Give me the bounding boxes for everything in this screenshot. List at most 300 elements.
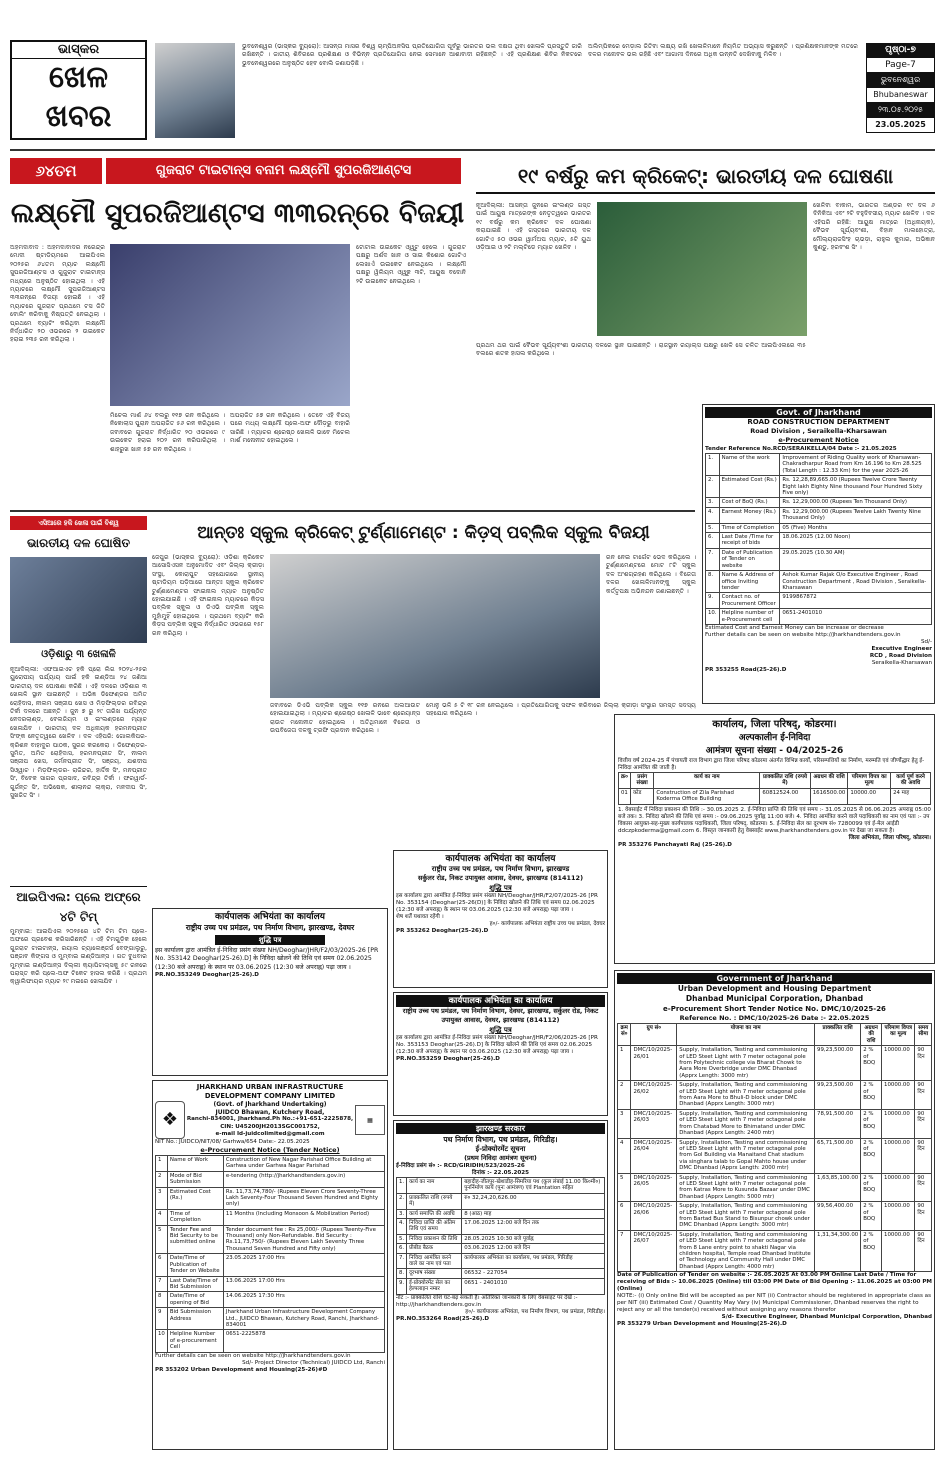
giridih-note: नोट :- प्राक्कलित राशि घट-बढ़ सकती है। अतिरिक्त जानकारी के लिए वेबसाइट पर देखें :- http://jharkhandtenders.gov.in	[396, 1294, 578, 1308]
rcd-row-cell: Rs. 12,29,000.00 (Rupees Ten Thousand Only)	[780, 498, 932, 507]
header-cell: अग्रधन की राशि	[810, 773, 848, 789]
rcd-row	[706, 476, 932, 498]
rcd-row-cell: Estimated Cost (Rs.)	[719, 476, 780, 498]
dhanbad-row-cell: 10000.00	[882, 1046, 915, 1081]
deoghar3-body: इस कार्यालय द्वारा आमंत्रित ई-निविदा प्रसंग संख्या NH/Deoghar/JHR/F2/06/2025-26 [PR No. 353153 Deoghar(25-26).D] के निविदा खोलने की तिथि एवं समय 02.06.2025 (12:30 बजे अपराह्न) के स्थान पर 03.06.2025 (12:30 बजे अपराह्न) पढ़ा जाय ।	[396, 1035, 598, 1055]
rcd-note1: Estimated Cost and Earnest Money can be increase or decrease	[705, 624, 884, 631]
rcd-sign1: Sd/-	[920, 638, 932, 645]
dhanbad-row	[618, 1138, 932, 1173]
juidco-row-cell: Helpline Number of e-procurement Cell	[167, 1330, 223, 1352]
giridih-row-cell: दूरभाष संख्या	[407, 1269, 462, 1278]
juidco-row-cell: 6	[156, 1254, 168, 1276]
juidco-row-cell: Tender Fee and Bid Security to be submitted online	[167, 1225, 223, 1254]
header-cell: समय सीमा	[915, 1024, 932, 1046]
rcd-title2: ROAD CONSTRUCTION DEPARTMENT	[747, 418, 890, 426]
dhanbad-row-cell: DMC/10/2025-26/02	[631, 1081, 677, 1110]
dhanbad-row-cell: 7	[618, 1230, 631, 1271]
giridih-row-cell: ई-प्रोक्योरमेंट सेल का हेल्पलाइन नम्बर	[407, 1278, 462, 1294]
dhanbad-row-cell: 3	[618, 1109, 631, 1138]
giridih-row	[397, 1253, 605, 1269]
lsg-headline: ଲକ୍ଷ୍ମୌ ସୁପରଜିଆଣ୍ଟସ ୩୩ରନ୍‌ରେ ବିଜୟୀ	[10, 198, 465, 229]
u19-col3: ଖେଳିବା ବାକାମ, ଭାରତର ଅଣ୍ଡର ୧୯ ଦଳ ୬ ଦିନିକିଆ ଏବଂ ୨ଟି ବହୁଦିବସୀୟ ମ୍ୟାଚ ଖେଳିବ । ଦଳ ଏହିପରି ରହିଛି: ଆୟୁଷ ମାତ୍ରେ (ଅଧିନାୟକ), ବୈଭବ ସୂର୍ଯ୍ୟବଂଶୀ, ବିହାନ ମାଲହୋତ୍ରା, ମୌଲ୍ୟରାଜସିଂହ ଚାଭଡ଼ା, ରାହୁଲ କୁମାର, ଅଭିଜ୍ଞାନ କୁଣ୍ଡୁ, ହରବଂଶ ସିଂ ।	[813, 202, 935, 252]
dhanbad-dates: Date of Publication of Tender on website :- 26.05.2025 At 03.00 PM Online Last Date / Time for receiving of Bids :- 10.06.2025 (Online) till 03:00 PM Date of Bid Opening :- 11.06.2025 at 03:00 PM (Online)	[617, 1272, 932, 1293]
rcd-row-cell: Cost of BoQ (Rs.)	[719, 498, 780, 507]
dhanbad-row-cell: 2 % of BOQ	[861, 1046, 882, 1081]
koderma-row-cell: 24 माह	[891, 788, 931, 804]
juidco-title5: Ranchi-834001, Jharkhand.Ph No.:+91-651-2225878,	[186, 1116, 354, 1123]
juidco-title3: (Govt. of Jharkhand Undertaking)	[213, 1101, 327, 1109]
giridih-row-cell: निविदा आमंत्रित करने वाले का नाम एवं पता	[407, 1253, 462, 1269]
deoghar2-body: इस कार्यालय द्वारा आमंत्रित ई-निविदा प्रसंग संख्या NH/Deoghar/JHR/F2/03/2025-26 [PR No. 353142 Deoghar(25-26).D] के निविदा खोलने की तिथि एवं समय 02.06.2025 (12:30 बजे अपराह्न) के स्थान पर 03.06.2025 (12:30 बजे अपराह्न) पढ़ा जाय ।	[155, 947, 379, 971]
juidco-row-cell: Jharkhand Urban Infrastructure Development Company Ltd., JUIDCO Bhawan, Kutchery Road, Ranchi, Jharkhand- 834001	[223, 1308, 384, 1330]
dhanbad-row-cell: 2 % of BOQ	[861, 1202, 882, 1231]
dhanbad-row-cell: 90 दिन	[915, 1173, 932, 1202]
deoghar3-notice	[393, 992, 608, 1116]
dhanbad-row-cell: 1,31,34,300.00	[815, 1230, 861, 1271]
masthead-logo	[10, 40, 147, 140]
rcd-row-cell: 5.	[706, 523, 720, 532]
giridih-row	[397, 1244, 605, 1253]
deoghar2-title: कार्यपालक अभियंता का कार्यालय	[215, 912, 325, 922]
header-cell: कार्य पूर्ण करने की अवधि	[891, 773, 931, 789]
deoghar3-title: कार्यपालक अभियंता का कार्यालय	[396, 995, 605, 1007]
dhanbad-row-cell: 1,63,85,100.00	[815, 1173, 861, 1202]
dhanbad-table	[617, 1023, 932, 1272]
page-label: ପୃଷ୍ଠା-୭	[866, 43, 935, 57]
header-cell: ग्रुप सं०	[631, 1024, 677, 1046]
kids-headline: ଆନ୍ତଃ ସ୍କୁଲ କ୍ରିକେଟ୍ ଟୁର୍ଣ୍ଣାମେଣ୍ଟ : କିଡ଼ସ୍ ପବ୍ଲିକ ସ୍କୁଲ ବିଜୟୀ	[197, 523, 650, 543]
rcd-title4: e-Procurement Notice	[778, 436, 859, 444]
deoghar3-title2: राष्ट्रीय उच्च पथ प्रमंडल, पथ निर्माण विभाग, देवघर, झारखण्ड, सर्कुलर रोड, निकट उपायुक्त आवास, देवघर, झारखण्ड (814112)	[402, 1007, 599, 1024]
dhanbad-row	[618, 1081, 932, 1110]
rcd-ref: Tender Reference No.RCD/SERAIKELLA/04 Date :- 21.05.2025	[705, 446, 897, 452]
koderma-row-cell: 60812524.00	[760, 788, 810, 804]
dhanbad-row-cell: 90 दिन	[915, 1081, 932, 1110]
juidco-row-cell: Bid Submission Address	[167, 1308, 223, 1330]
koderma-row-cell: Construction of Zila Parishad Koderma Office Building	[654, 788, 760, 804]
koderma-notes: 1. वेबसाईट में निविदा प्रकाशन की तिथि :- 30.05.2025 2. ई-निविदा प्राप्ति की तिथि एवं समय :- 31.05.2025 से 06.06.2025 अपराह्न 05:00 बजे तक। 3. निविदा खोलने की तिथि एवं समय :- 09.06.2025 पूर्वाह्न 11:00 बजे। 4. निविदा आमंत्रित करने वाले पदाधिकारी का नाम एवं पता :- उप विकास आयुक्त-सह-मुख्य कार्यपालक पदाधिकारी, जिला परिषद्, कोडरमा। 5. ई-निविदा सेल का दूरभाष सं० 7280099 एवं ई-मेल आईडी ddczpkoderma@gmail.com 6. विस्तृत जानकारी हेतु वेबसाईट www.jharkhandtenders.gov.in पर देखा जा सकता है।	[618, 806, 931, 834]
rcd-row-cell: Name & Address of office Inviting tender	[719, 571, 780, 593]
lsg-photo	[110, 244, 350, 406]
rcd-row	[706, 571, 932, 593]
juidco-title4: JUIDCO Bhawan, Kutchery Road,	[215, 1108, 325, 1116]
giridih-row-cell: 3.	[397, 1209, 407, 1218]
rcd-row	[706, 548, 932, 570]
dhanbad-title3: Dhanbad Municipal Corporation, Dhanbad	[685, 994, 864, 1003]
juidco-title2: DEVELOPMENT COMPANY LIMITED	[204, 1092, 336, 1100]
header-cell: क्र०	[619, 773, 631, 789]
koderma-row	[619, 788, 931, 804]
city-en: Bhubaneswar	[866, 87, 935, 103]
brand-line1: ଖେଳ	[48, 60, 109, 95]
juidco-row-cell: 3	[156, 1187, 168, 1209]
rcd-row-cell: Time of Completion	[719, 523, 780, 532]
rcd-row	[706, 533, 932, 549]
header-cell: कार्य का नाम	[654, 773, 760, 789]
rcd-row	[706, 454, 932, 476]
kids-col1: ଜେପୁର (ଭାସ୍କର ବ୍ୟୁରୋ): ଓଡ଼ିଶା କ୍ରିକେଟ ଆସୋସିଏସନ ଅନୁମୋଦିତ ଏବଂ ଜିଲ୍ଲା କ୍ରୀଡ଼ା ସଂସ୍ଥା, କୋରାପୁଟ ସହଯୋଗରେ ସ୍ଥାନୀୟ ଷ୍ଟାଡିୟମ ପଡ଼ିଆରେ ଆନ୍ତଃ ସ୍କୁଲ କ୍ରିକେଟ ଟୁର୍ଣ୍ଣାମେଣ୍ଟର ଫାଇନାଲ ମ୍ୟାଚ ଅନୁଷ୍ଠିତ ହୋଇଯାଇଛି । ଏହି ଫାଇନାଲ ମ୍ୟାଚରେ କିଡ଼ସ ପବ୍ଲିକ ସ୍କୁଲ ଓ ଡିଏଭି ପବ୍ଲିକ ସ୍କୁଲ ମୁହାଁମୁହିଁ ହୋଇଥିଲେ । ପ୍ରଥମେ ବ୍ୟାଟିଂ କରି କିଡ଼ସ ପବ୍ଲିକ ସ୍କୁଲ ନିର୍ଦ୍ଧାରିତ ଓଭରରେ ୧୫୮ ରନ କରିଥିଲା ।	[152, 554, 264, 637]
deoghar1-pr: PR 353262 Deoghar(25-26).D	[396, 928, 489, 934]
dhanbad-row-cell: 5	[618, 1173, 631, 1202]
dhanbad-title4: e-Procurement Short Tender Notice No. DMC/10/2025-26	[663, 1005, 886, 1013]
giridih-row-cell: कार्य समाप्ति की अवधि	[407, 1209, 462, 1218]
juidco-row-cell: 13.06.2025 17:00 Hrs	[223, 1276, 384, 1292]
ribbon-match: ଗୁଜରାଟ ଟାଇଟାନ୍ସ ବନାମ ଲକ୍ଷ୍ମୌ ସୁପରଜିଆଣ୍ଟସ	[106, 158, 461, 184]
giridih-ref: ई-निविदा प्रसंग सं० :- RCD/GIRIDIH/523/2025-26	[396, 1163, 525, 1169]
koderma-table	[618, 772, 931, 805]
juidco-row	[156, 1292, 385, 1308]
rcd-row-cell: Name of the work	[719, 454, 780, 476]
u19-photo	[597, 202, 807, 336]
header-cell: अग्रधन की राशि	[861, 1024, 882, 1046]
deoghar2-title2: राष्ट्रीय उच्च पथ प्रमंडल, पथ निर्माण विभाग, झारखण्ड, देवघर	[185, 923, 355, 932]
kids-col3: ରନ ନେଇ ଟାର୍ଗେଟ ଭେଦ କରିଥିଲେ । ଟୁର୍ଣ୍ଣାମେଣ୍ଟରେ ମୋଟ ୮ଟି ସ୍କୁଲ ଦଳ ଅଂଶଗ୍ରହଣ କରିଥିଲେ । ବିଜେତା ଦଳର ଖେଳାଳିମାନଙ୍କୁ ସ୍କୁଲ କର୍ତ୍ତୃପକ୍ଷ ଅଭିନନ୍ଦନ ଜଣାଇଛନ୍ତି ।	[606, 554, 696, 595]
dhanbad-row-cell: DMC/10/2025-26/07	[631, 1230, 677, 1271]
juidco-row-cell: Date/Time of Publication of Tender on Website	[167, 1254, 223, 1276]
dhanbad-ref: Reference No. : DMC/10/2025-26 Date :- 22.05.2025	[679, 1014, 870, 1022]
koderma-pr: PR 353276 Panchayati Raj (25-26).D	[618, 841, 732, 848]
dhanbad-row-cell: 2	[618, 1081, 631, 1110]
kids-col2: ଜବାବରେ ଡିଏଭି ପବ୍ଲିକ ସ୍କୁଲ ୧୧୭ ରନରେ ଅଲଆଉଟ ହୋଇଯାଇଥିଲା । ମ୍ୟାଚର ଶ୍ରେଷ୍ଠ ଖେଳାଳି ଭାବେ ଶ୍ରେୟାନ୍ସ ରାଉତ ମନୋନୀତ ହୋଇଥିଲେ । ଅତିଥିମାନେ ବିଜେତା ଓ ଉପବିଜେତା ଦଳକୁ ଟ୍ରଫି ପ୍ରଦାନ କରିଥିଲେ ।	[270, 702, 420, 735]
header-cell: परिमाण विपत्र का मूल्य	[848, 773, 891, 789]
dhanbad-row-cell: 10000.00	[882, 1202, 915, 1231]
giridih-sign: ह०/- कार्यपालक अभियंता, पथ निर्माण विभाग, पथ प्रमंडल, गिरिडीह।	[465, 1308, 605, 1315]
rcd-row-cell: 18.06.2025 (12.00 Noon)	[780, 533, 932, 549]
giridih-row-cell: 03.06.2025 12:00 बजे दिन	[462, 1244, 605, 1253]
giridih-row	[397, 1234, 605, 1243]
giridih-row-cell: 6.	[397, 1244, 407, 1253]
dhanbad-row-cell: 78,91,500.00	[815, 1109, 861, 1138]
juidco-logo-icon: ▦	[355, 1105, 385, 1135]
deoghar1-sign: ह०/- कार्यपालक अभियंता राष्ट्रीय उच्च पथ प्रमंडल, देवघर	[489, 921, 605, 927]
giridih-row-cell: 0651 - 2401010	[462, 1278, 605, 1294]
giridih-row	[397, 1178, 605, 1194]
rcd-row-cell: Contact no. of Procurement Officer	[719, 593, 780, 609]
rcd-row	[706, 523, 932, 532]
rcd-row-cell: Helpline number of e-Procurement cell	[719, 609, 780, 625]
giridih-row-cell: 06532 - 227054	[462, 1269, 605, 1278]
giridih-title: झारखण्ड सरकार	[396, 1123, 605, 1134]
deoghar2-sub: शुद्धि पत्र	[215, 935, 325, 945]
dhanbad-row-cell: 90 दिन	[915, 1230, 932, 1271]
dhanbad-title1: Government of Jharkhand	[617, 973, 932, 984]
juidco-row-cell: 11 Months (Including Monsoon & Mobilization Period)	[223, 1209, 384, 1225]
koderma-title2: अल्पकालीन ई-निविदा	[738, 733, 811, 743]
rcd-row-cell: 05 (Five) Months	[780, 523, 932, 532]
giridih-row-cell: 28.05.2025 10:30 बजे पूर्वाह्न	[462, 1234, 605, 1243]
u19-col1: ନୂଆଦିଲ୍ଲୀ: ଆସନ୍ତା ଜୁନରେ ଇଂଲଣ୍ଡ ଗସ୍ତ ପାଇଁ ଆୟୁଷ ମାତ୍ରେଙ୍କ ନେତୃତ୍ୱରେ ଭାରତର ୧୯ ବର୍ଷରୁ କମ କ୍ରିକେଟ ଦଳ ଘୋଷଣା କରାଯାଇଛି । ଏହି ଗସ୍ତରେ ଭାରତୀୟ ଦଳ ଗୋଟିଏ ୫୦ ଓଭର ୱାର୍ମଅପ ମ୍ୟାଚ, ୫ଟି ୟୁଥ ଓଡ଼ିଆଇ ଓ ୨ଟି ମଲ୍ଟିଡେ ମ୍ୟାଚ ଖେଳିବ ।	[476, 202, 591, 252]
deoghar1-notice	[393, 850, 608, 988]
dhanbad-row-cell: Supply, Installation, Testing and commissioning of LED Steet Light with 7 meter octagonal pole from Gol Building via Manaitand Chat stadium via singhara talab to Gopal Mahto house under DMC Dhanbad (Apprx Length: 2000 mtr)	[677, 1138, 815, 1173]
rcd-row-cell: 0651-2401010	[780, 609, 932, 625]
rcd-row-cell: 1.	[706, 454, 720, 476]
dhanbad-row-cell: 10000.00	[882, 1138, 915, 1173]
dhanbad-row-cell: 1	[618, 1046, 631, 1081]
dhanbad-row	[618, 1173, 932, 1202]
juidco-row-cell: Mode of Bid Submission	[167, 1171, 223, 1187]
header-cell: प्राक्कलित राशि (रुपये में)	[760, 773, 810, 789]
juidco-row	[156, 1254, 385, 1276]
dhanbad-row-cell: DMC/10/2025-26/03	[631, 1109, 677, 1138]
dhanbad-row-cell: 10000.00	[882, 1109, 915, 1138]
kids-photo	[270, 554, 600, 698]
juidco-row-cell: 8	[156, 1292, 168, 1308]
rcd-row-cell: Rs. 12,28,89,665.00 (Rupees Twelve Crore Twenty Eight lakh Eighty Nine thousand Four Hundred Sixty Five only)	[780, 476, 932, 498]
rcd-sign3: RCD , Road Division	[869, 652, 932, 659]
deoghar1-title: कार्यपालक अभियंता का कार्यालय	[445, 854, 556, 864]
hockey-body: ନୂଆଦିଲ୍ଲୀ: ଏଫଆଇଏଚ ହକି ପ୍ରୋ ଲିଗ ୨୦୨୪-୨୫ର ୟୁରୋପୀୟ ପର୍ଯ୍ୟାୟ ପାଇଁ ହକି ଇଣ୍ଡିଆ ୨୪ ଜଣିଆ ଭାରତୀୟ ଦଳ ଘୋଷଣା କରିଛି । ଏହି ଦଳରେ ଓଡ଼ିଶାର ୩ ଖେଳାଳି ସ୍ଥାନ ପାଇଛନ୍ତି । ଅଭିଜ୍ଞ ଡିଫେଣ୍ଡର ଅମିତ ରୋହିଦାସ, ନୀଲମ ସଞ୍ଜୀପ ଖେସ ଓ ମିଡ଼ଫିଲ୍ଡର ରବିନ୍ଦ୍ର ତିର୍କୀ ଦଳରେ ଅଛନ୍ତି । ଜୁନ ୭ ରୁ ୨୯ ତାରିଖ ପର୍ଯ୍ୟନ୍ତ ନେଦରଲାଣ୍ଡ, ବେଲଜିୟମ ଓ ଇଂଲଣ୍ଡରେ ମ୍ୟାଚ ଖେଳାଯିବ । ଭାରତୀୟ ଦଳ ଅଧିନାୟକ ହରମନପ୍ରୀତ ସିଂଙ୍କ ନେତୃତ୍ୱରେ ଖେଳିବ । ଦଳ ଏହିପରି: ଗୋଲକିପର- କ୍ରିଶନ ବାହାଦୁର ପାଠକ, ସୁରଜ କରକେରା । ଡିଫେଣ୍ଡର- ସୁମିତ, ଅମିତ ରୋହିଦାସ, ହରମନପ୍ରୀତ ସିଂ, ନୀଲମ ସଞ୍ଜୀପ ଖେସ, ଜର୍ମନପ୍ରୀତ ସିଂ, ସଞ୍ଜୟ, ଯଶଦୀପ ସିଓ୍ୱାଚ । ମିଡ଼ଫିଲ୍ଡର- ରାଜିନ୍ଦର, ହାର୍ଦ୍ଦିକ ସିଂ, ମନପ୍ରୀତ ସିଂ, ବିବେକ ସାଗର ପ୍ରସାଦ, ରବିନ୍ଦ୍ର ତିର୍କୀ । ଫରୱାର୍ଡ- ଗୁର୍ଜନ୍ତ ସିଂ, ଅଭିଷେକ, ଶୀଲାନନ୍ଦ ଲାକ୍ରା, ମନଦୀପ ସିଂ, ସୁଖଜିତ ସିଂ ।	[10, 666, 147, 800]
giridih-row-cell: कार्य का नाम	[407, 1178, 462, 1194]
giridih-pr: PR.NO.353264 Road(25-26).D	[396, 1315, 490, 1322]
dhanbad-row-cell: 99,56,400.00	[815, 1202, 861, 1231]
dhanbad-sign: S/d- Executive Engineer, Dhanbad Municipal Corporation, Dhanbad	[721, 1314, 932, 1321]
rcd-row-cell: 7.	[706, 548, 720, 570]
ipl-body: ମୁମ୍ବାଇ: ଆଇପିଏଲ ୨୦୨୫ରେ ୪ଟି ଟିମ ଟିମ ପ୍ଲେ-ଅଫରେ ପ୍ରବେଶ କରିସାରିଛନ୍ତି । ଏହି ଟିମଗୁଡ଼ିକ ହେଲେ ଗୁଜରାଟ ଟାଇଟାନ୍ସ, ରୟାଲ ଚ୍ୟାଲେଞ୍ଜର୍ସ ବେଙ୍ଗାଲୁରୁ, ପଞ୍ଜାବ କିଙ୍ଗସ ଓ ମୁମ୍ବାଇ ଇଣ୍ଡିଆନ୍ସ । ଗତ ବୁଧବାର ମୁମ୍ବାଇ ଇଣ୍ଡିଆନ୍ସ ଦିଲ୍ଲୀ କ୍ୟାପିଟାଲ୍ସକୁ ୫୯ ରନରେ ପରାସ୍ତ କରି ପ୍ଲେ-ଅଫ ଟିକେଟ ହାସଲ କରିଛି । ପ୍ରଥମ କ୍ୱାଲିଫାୟର ମ୍ୟାଚ ୨୯ ମଇରେ ଖେଳାଯିବ ।	[10, 928, 147, 986]
dhanbad-row-cell: 10000.00	[882, 1173, 915, 1202]
dhanbad-pr: PR 353279 Urban Development and Housing(25-26).D	[617, 1321, 787, 1328]
rcd-sign2: Executive Engineer	[871, 645, 932, 652]
dhanbad-row-cell: 2 % of BOQ	[861, 1230, 882, 1271]
deoghar1-body: इस कार्यालय द्वारा आमंत्रित ई-निविदा प्रसंग संख्या NH/Deoghar/JHR/F2/07/2025-26 [PR No. 353154 (Deoghar)25-26(D)] के निविदा खोलने की तिथि एवं समय 02.06.2025 (12:30 बजे अपराह्न) के स्थान पर 03.06.2025 (12:30 बजे अपराह्न) पढ़ा जाय ।	[396, 893, 598, 913]
rcd-row-cell: Last Date /Time for receipt of bids	[719, 533, 780, 549]
juidco-title1: JHARKHAND URBAN INFRASTRUCTURE	[196, 1083, 344, 1091]
brand-line2: ଖବର	[45, 99, 112, 134]
juidco-title6: CIN: U45200JH2013SGC001752,	[220, 1123, 320, 1130]
u19-col2: ପ୍ରଥମ ଥର ପାଇଁ ବୈଭବ ସୂର୍ଯ୍ୟବଂଶୀ ଭାରତୀୟ ଦଳରେ ସ୍ଥାନ ପାଇଛନ୍ତି । ରାଜସ୍ଥାନ ରୟାଲ୍ସ ପକ୍ଷରୁ ଖେଳି ସେ ଚଳିତ ଆଇପିଏଲରେ ୩୫ ବଲରେ ଶତକ ହାସଲ କରିଥିଲେ ।	[476, 342, 806, 358]
juidco-row-cell: 7	[156, 1276, 168, 1292]
koderma-row-cell: कोड	[630, 788, 653, 804]
dhanbad-row-cell: 90 दिन	[915, 1138, 932, 1173]
giridih-row	[397, 1219, 605, 1235]
rcd-row-cell: 29.05.2025 (10.30 AM)	[780, 548, 932, 570]
juidco-row-cell: Construction of New Nagar Parishad Office Building at Garhwa under Garhwa Nagar Parishad	[223, 1156, 384, 1172]
juidco-row	[156, 1171, 385, 1187]
dhanbad-title2: Urban Development and Housing Department	[677, 984, 872, 993]
juidco-row	[156, 1276, 385, 1292]
rcd-row-cell: Earnest Money (Rs.)	[719, 507, 780, 523]
dhanbad-row-cell: Supply, Installation, Testing and commissioning of LED Steet Light with 7 meter octagonal pole from Chatabad More to Bhimatand under DMC Dhanbad (Apprx Length: 2400 mtr)	[677, 1109, 815, 1138]
juidco-row-cell: 10	[156, 1330, 168, 1352]
juidco-row-cell: Time of Completion	[167, 1209, 223, 1225]
juidco-table	[155, 1155, 385, 1353]
page-info	[866, 43, 935, 138]
giridih-table	[396, 1177, 605, 1295]
masthead-story: ଭୁବନେଶ୍ୱର (ଭାସ୍କର ବ୍ୟୁରୋ): ଆସନ୍ତା ମାସର ବିଶ୍ୱ ଚାମ୍ପିଅନସିପ ପ୍ରତିଯୋଗିତା ପୂର୍ବରୁ ଭାରତର ଭଲ ଦକ୍ଷତା ଥିବା ଖେଳାଳି ପ୍ରସ୍ତୁତି ଜାରି ରଖିଛନ୍ତି । ଜାତୀୟ ଶିବିରରେ ପ୍ରଶିକ୍ଷଣ ଓ ବିଭିନ୍ନ ପ୍ରତିଯୋଗିତା ନେଇ ସେମାନେ ଆଶାବାଦୀ ରହିଛନ୍ତି । ଏହି ପ୍ରଶିକ୍ଷଣ ଶିବିର ନିକଟରେ ଭୁବନେଶ୍ୱରରେ ଅନୁଷ୍ଠିତ ହେବ ବୋଲି ଜଣାପଡ଼ିଛି ।	[242, 43, 582, 67]
juidco-row-cell: 2	[156, 1171, 168, 1187]
masthead-rule	[10, 149, 935, 151]
deoghar3-pr: PR.NO.353259 Deoghar(25-26).D	[396, 1056, 500, 1062]
lsg-col2: ମିଚେଲ ମାର୍ଶ ୬୪ ବଲରୁ ୧୧୭ ରନ କରିଥିଲେ । ନିକୋଲାସ ପୁରାନ ଅପରାଜିତ ୫୬ ରନ କରିଥିଲେ । ଜବାବରେ ଗୁଜରାଟ ନିର୍ଦ୍ଧାରିତ ୨୦ ଓଭରରେ ୯ ଉଇକେଟ ହରାଇ ୨୦୨ ରନ କରିପାରିଥିଲା । ଶାହରୁଖ ଖାନ ୫୭ ରନ କରିଥିଲେ ।	[110, 412, 225, 453]
juidco-row-cell: Rs. 11,73,74,780/- (Rupees Eleven Crore Seventy-Three Lakh Seventy-Four Thousand Seven Hundred and Eighty only)	[223, 1187, 384, 1209]
rcd-row-cell: Ashok Kumar Rajak O/o Executive Engineer , Road Construction Department , Road Division , Seraikella-Kharsawan	[780, 571, 932, 593]
dhanbad-row-cell: 10000.00	[882, 1081, 915, 1110]
header-cell: प्रसंग संख्या	[630, 773, 653, 789]
juidco-row	[156, 1225, 385, 1254]
juidco-header-row	[155, 1101, 385, 1139]
juidco-row-cell: Estimated Cost (Rs.)	[167, 1187, 223, 1209]
dhanbad-row-cell: 99,23,500.00	[815, 1046, 861, 1081]
juidco-row-cell: 23.05.2025 17:00 Hrs	[223, 1254, 384, 1276]
dhanbad-row-cell: 2 % of BOQ	[861, 1138, 882, 1173]
giridih-row-cell: निविदा प्रकाशन की तिथि	[407, 1234, 462, 1243]
koderma-notice	[614, 714, 935, 964]
rcd-title1: Govt. of Jharkhand	[705, 407, 932, 418]
page-en: Page-7	[866, 57, 935, 73]
giridih-row-cell: 5.	[397, 1234, 407, 1243]
emblem-icon: ❖	[155, 1101, 185, 1139]
rcd-row-cell: 9.	[706, 593, 720, 609]
koderma-title1: कार्यालय, जिला परिषद्, कोडरमा।	[712, 719, 837, 730]
section-rule	[10, 510, 695, 512]
juidco-row	[156, 1330, 385, 1352]
dhanbad-row-cell: 65,71,500.00	[815, 1138, 861, 1173]
giridih-row	[397, 1193, 605, 1209]
juidco-row-cell: 5	[156, 1225, 168, 1254]
rcd-row-cell: Rs. 12,29,000.00 (Rupees Twelve Lakh Twenty Nine Thousand Only)	[780, 507, 932, 523]
giridih-row-cell: 9.	[397, 1278, 407, 1294]
deoghar1-title3: सर्कुलर रोड, निकट उपायुक्त आवास, देवघर, झारखण्ड (814112)	[417, 874, 584, 882]
juidco-row-cell: Name of Work	[167, 1156, 223, 1172]
juidco-row-cell: 9	[156, 1308, 168, 1330]
giridih-notice	[393, 1120, 608, 1450]
masthead-photo	[155, 43, 235, 138]
deoghar1-title2: राष्ट्रीय उच्च पथ प्रमंडल, पथ निर्माण विभाग, झारखण्ड	[431, 865, 570, 873]
hockey-headline: ଭାରତୀୟ ଦଳ ଘୋଷିତ	[26, 536, 131, 550]
lsg-col3: ଟୋଟାଲ ଉଇକେଟ ଓ୍ୱୁଟ ହେଲେ । ଗୁଜରାଟ ପକ୍ଷରୁ ଅର୍ଶଦ ଖାନ ଓ ସାଇ କିଶୋର ଗୋଟିଏ ଲେଖାଏଁ ଉଇକେଟ ନେଇଥିଲେ । ଲକ୍ଷ୍ମୌ ପକ୍ଷରୁ ୱିଲିୟମ ଓ୍ୱୁକ ୩ଟି, ଆୟୁଷ ବଦୋନି ୨ଟି ଉଇକେଟ ନେଇଥିଲେ ।	[356, 244, 466, 285]
rcd-row-cell: 4.	[706, 507, 720, 523]
dhanbad-row-cell: 6	[618, 1202, 631, 1231]
dhanbad-row-cell: 90 दिन	[915, 1046, 932, 1081]
koderma-row-cell: 1616500.00	[810, 788, 848, 804]
rcd-note2: Further details can be seen on website http://jharkhandtenders.gov.in	[705, 631, 901, 638]
juidco-sign: Sd/- Project Director (Technical) JUIDCO Ltd, Ranchi	[242, 1359, 385, 1366]
koderma-row-cell: 10000.00	[848, 788, 891, 804]
giridih-row-cell: प्राक्कलित राशि (रुपये में)	[407, 1193, 462, 1209]
juidco-row	[156, 1308, 385, 1330]
giridih-row-cell: बहादीह-जीतपुर-खेशाडीह-सिमरिया पथ (कुल लंबाई 11.00 कि०मी०) पुनर्निर्माण कार्य (पुनः आमंत्रण) एवं Plantation सहित	[462, 1178, 605, 1194]
deoghar1-rest: शेष शर्तें यथावत रहेंगी ।	[396, 914, 444, 920]
date-en: 23.05.2025	[866, 117, 935, 133]
juidco-title7: e-mail Id-juidcolimited@gmail.com	[215, 1131, 325, 1138]
rcd-row-cell: 9199867872	[780, 593, 932, 609]
juidco-sub: e-Procurement Notice (Tender Notice)	[200, 1146, 340, 1154]
rcd-row	[706, 507, 932, 523]
dhanbad-row	[618, 1202, 932, 1231]
giridih-sub1: ई-प्रोक्योरमेंट सूचना	[475, 1145, 526, 1153]
koderma-row-cell: 01	[619, 788, 631, 804]
deoghar1-sub: शुद्धि पत्र	[489, 884, 512, 892]
dhanbad-row-cell: DMC/10/2025-26/05	[631, 1173, 677, 1202]
giridih-row-cell: 8.	[397, 1269, 407, 1278]
rcd-row-cell: Date of Publication of Tender on website	[719, 548, 780, 570]
juidco-notice	[152, 1080, 388, 1450]
dhanbad-row-cell: 90 दिन	[915, 1202, 932, 1231]
ipl-headline: ଆଇପିଏଲ: ପ୍ଲେ ଅଫ୍‌ରେ ୪ଟି ଟିମ୍	[10, 886, 147, 926]
dhanbad-row	[618, 1109, 932, 1138]
giridih-row-cell: निविदा प्राप्ति की अंतिम तिथि एवं समय	[407, 1219, 462, 1235]
giridih-date: दिनांक :- 22.05.2025	[471, 1170, 530, 1176]
giridih-row-cell: 4.	[397, 1219, 407, 1235]
deoghar3-sub: शुद्धि पत्र	[489, 1026, 512, 1034]
city-or: ଭୁବନେଶ୍ୱର	[866, 73, 935, 87]
dhanbad-row-cell: Supply, Installation, Testing and commissioning of LED Steet Light with 7 meter octagonal pole from Polytechnic college via Bharat Chowk to Aara More Overbridge under DMC Dhanbad (Apprx Length: 3000 mtr)	[677, 1046, 815, 1081]
koderma-sign: जिला अभियंता, जिला परिषद्, कोडरमा।	[848, 834, 931, 841]
giridih-row-cell: कार्यपालक अभियंता का कार्यालय, पथ प्रमंडल, गिरिडीह	[462, 1253, 605, 1269]
dhanbad-row-cell: Supply, Installation, Testing and commissioning of LED Steet Light with 7 meter octagonal pole from Aara More to Bhuli-D block under DMC Dhanbad (Apprx Length: 3000 mtr)	[677, 1081, 815, 1110]
kids-col4: ମୋନୁ ଭଳି ୫ ଟି ୧୮ ରନ ନେଇଥିଲେ । ପ୍ରତିଯୋଗିତାକୁ ସଫଳ କରିବାରେ ଜିଲ୍ଲା କ୍ରୀଡ଼ା ସଂସ୍ଥାର ସମସ୍ତ ସଦସ୍ୟ ସହଯୋଗ କରିଥିଲେ ।	[426, 702, 696, 718]
date-or: ୨୩.୦୫.୨୦୨୫	[866, 103, 935, 117]
giridih-row-cell: 8 (आठ) माह	[462, 1209, 605, 1218]
giridih-row-cell: प्रीबीड बैठक	[407, 1244, 462, 1253]
juidco-nit: NIT No.: JUIDCO/NIT/08/ Garhwa/654 Date:- 22.05.2025	[155, 1139, 310, 1145]
giridih-row-cell: रु० 32,24,20,626.00	[462, 1193, 605, 1209]
juidco-row-cell: Date/Time of opening of Bid	[167, 1292, 223, 1308]
header-cell: परिमाण विपत्र का मूल्य	[882, 1024, 915, 1046]
giridih-row	[397, 1209, 605, 1218]
rcd-row-cell: 3.	[706, 498, 720, 507]
juidco-row-cell: e-tendering (http://jharkhandtenders.gov.in)	[223, 1171, 384, 1187]
lsg-col1: ଅହମଦାବାଦ : ଅହମଦାବାଦର ନରେନ୍ଦ୍ର ମୋଦୀ ଷ୍ଟାଡିୟମରେ ଆଇପିଏଲ ୨୦୨୫ର ୬୪ତମ ମ୍ୟାଚ ଲକ୍ଷ୍ମୌ ସୁପରଜିଆଣ୍ଟସ ଓ ଗୁଜୁରାଟ ଟାଇଟାନ୍ସ ମଧ୍ୟରେ ଅନୁଷ୍ଠିତ ହୋଇଥିଲା । ଏହି ମ୍ୟାଚରେ ଲକ୍ଷ୍ମୌ ସୁପରଜିଆଣ୍ଟସ ୩୩ରନ୍‌ରେ ବିଜୟୀ ହୋଇଛି । ଏହି ମ୍ୟାଚରେ ଗୁଜରାଟ ପ୍ରଥମେ ଟସ ଜିତି ବୋଲିଂ କରିବାକୁ ନିଷ୍ପତ୍ତି ନେଇଥିଲା । ପ୍ରଥମେ ବ୍ୟାଟିଂ କରିଥିବା ଲକ୍ଷ୍ମୌ ନିର୍ଦ୍ଧାରିତ ୨୦ ଓଭରରେ ୨ ଉଇକେଟ ହରାଇ ୨୩୫ ରନ କରିଥିଲା ।	[10, 244, 105, 344]
hockey-photo	[10, 557, 147, 643]
dhanbad-notice	[614, 970, 935, 1450]
deoghar2-notice	[152, 908, 388, 1076]
lsg-col4: ଅପରାଜିତ ୫୭ ରନ କରିଥିଲେ । ତେବେ ଏହି ବିଜୟ ପରେ ମଧ୍ୟ ଲକ୍ଷ୍ମୌ ପ୍ଲେ-ଅଫ ଦୌଡ଼ରୁ ବାହାରି ସାରିଛି । ମ୍ୟାଚର ଶ୍ରେଷ୍ଠ ଖେଳାଳି ଭାବେ ମିଚେଲ ମାର୍ଶ ମନୋନୀତ ହୋଇଥିଲେ ।	[230, 412, 350, 445]
dhanbad-row	[618, 1230, 932, 1271]
rcd-row	[706, 593, 932, 609]
table-header	[618, 1024, 932, 1046]
dhanbad-row-cell: DMC/10/2025-26/04	[631, 1138, 677, 1173]
ribbon-number: ୬୪ତମ	[10, 158, 102, 184]
dhanbad-row-cell: 2 % of BOQ	[861, 1081, 882, 1110]
giridih-row-cell: 2.	[397, 1193, 407, 1209]
juidco-row-cell: 1	[156, 1156, 168, 1172]
header-cell: क्रम सं०	[618, 1024, 631, 1046]
dhanbad-notes: NOTE:- (i) Only online Bid will be accepted as per NIT (ii) Contractor should be registered in appropriate class as per NIT (iii) Estimated Cost / Quantity May Vary (iv) Municipal Commissioner, Dhanbad reserves the right to reject any or all the tender(s) received without assigning any reasons therefor	[617, 1293, 931, 1314]
dhanbad-row-cell: 90 दिन	[915, 1109, 932, 1138]
juidco-pr: PR 353202 Urban Development and Housing(25-26)#D	[155, 1366, 328, 1373]
deoghar2-pr: PR.NO.353249 Deoghar(25-26).D	[155, 972, 259, 979]
giridih-row-cell: 7.	[397, 1253, 407, 1269]
koderma-intro: वित्तीय वर्ष 2024-25 में पंचायती राज विभाग द्वारा जिला परिषद कोडरमा अंतर्गत विभिन्न कार्यों, परिसम्पत्तियों का निर्माण, मरम्मति एवं जीर्णोद्धार हेतु ई-निविदा आमंत्रित की जाती है।	[618, 758, 925, 771]
dhanbad-row-cell: 4	[618, 1138, 631, 1173]
brand-top: ଭାସ୍କର	[12, 42, 145, 59]
rcd-sign4: Seraikella-Kharsawan	[871, 659, 932, 666]
giridih-row-cell: 1.	[397, 1178, 407, 1194]
hockey-sub: ଓଡ଼ିଶାରୁ ୩ ଖେଳାଳି	[41, 649, 116, 660]
giridih-row	[397, 1269, 605, 1278]
giridih-title2: पथ निर्माण विभाग, पथ प्रमंडल, गिरिडीह।	[443, 1135, 558, 1144]
giridih-row-cell: 17.06.2025 12:00 बजे दिन तक	[462, 1219, 605, 1235]
rcd-title3: Road Division , Seraikella-Kharsawan	[750, 427, 887, 435]
rcd-row-cell: 2.	[706, 476, 720, 498]
juidco-footer: Further details can be seen on website http://jharkhandtenders.gov.in	[155, 1352, 351, 1359]
rcd-row-cell: 6.	[706, 533, 720, 549]
hockey-tag: ଏସିଆରେ ହକି ଖେଳା ପାଇଁ ବିଶ୍ୱ	[10, 516, 147, 530]
dhanbad-row-cell: Supply, Installation, Testing and commissioning of LED Steet Light with 7 meter octagonal pole from Katras More to Kusunda Bazaar under DMC Dhanbad (Apprx Length: 5000 mtr)	[677, 1173, 815, 1202]
giridih-sub2: (प्रथम निविदा आमंत्रण सूचना)	[464, 1154, 537, 1162]
juidco-row-cell: 4	[156, 1209, 168, 1225]
dhanbad-row-cell: Supply, Installation, Testing and commissioning of LED Steet Light with 7 meter octagonal pole from 8 Lane entry point to shakti Nagar via children hospital, Temple road Dhanbad Institute of Technology and Community Hall under DMC Dhanbad (Apprx Length: 4000 mtr)	[677, 1230, 815, 1271]
dhanbad-row-cell: DMC/10/2025-26/01	[631, 1046, 677, 1081]
juidco-row-cell: Last Date/Time of Bid Submission	[167, 1276, 223, 1292]
koderma-title3: आमंत्रण सूचना संख्या - 04/2025-26	[705, 746, 844, 756]
rcd-pr: PR 353255 Road(25-26).D	[705, 666, 787, 673]
dhanbad-row-cell: 99,23,500.00	[815, 1081, 861, 1110]
rcd-tender	[702, 404, 935, 704]
dhanbad-row-cell: DMC/10/2025-26/06	[631, 1202, 677, 1231]
header-cell: प्राक्कलित राशि	[815, 1024, 861, 1046]
table-header	[619, 773, 931, 789]
